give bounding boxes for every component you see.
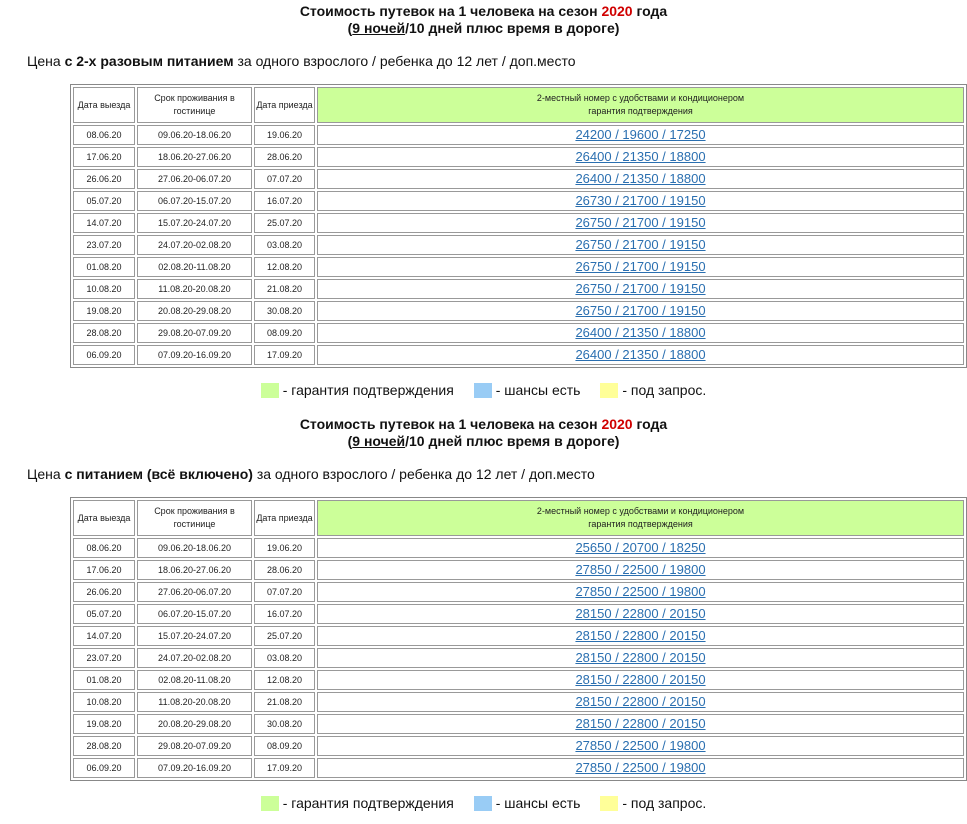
price-link[interactable]: 28150 / 22800 / 20150 xyxy=(575,672,706,687)
table-row xyxy=(73,736,964,756)
stay-period: 24.07.20-02.08.20 xyxy=(137,648,252,668)
price-link[interactable]: 26400 / 21350 / 18800 xyxy=(575,347,706,362)
green-swatch xyxy=(261,796,279,811)
stay-period: 15.07.20-24.07.20 xyxy=(137,213,252,233)
stay-period: 29.08.20-07.09.20 xyxy=(137,736,252,756)
arrival-date: 03.08.20 xyxy=(254,648,315,668)
price-cell xyxy=(317,538,964,558)
table-header-row xyxy=(73,500,964,536)
stay-period: 02.08.20-11.08.20 xyxy=(137,257,252,277)
departure-date: 06.09.20 xyxy=(73,758,135,778)
season-year: 2020 xyxy=(601,3,633,19)
table-row xyxy=(73,626,964,646)
section2-title xyxy=(0,416,967,450)
table-row xyxy=(73,279,964,299)
stay-period: 07.09.20-16.09.20 xyxy=(137,758,252,778)
departure-date: 14.07.20 xyxy=(73,213,135,233)
departure-date: 05.07.20 xyxy=(73,604,135,624)
departure-date: 10.08.20 xyxy=(73,279,135,299)
arrival-date: 19.06.20 xyxy=(254,538,315,558)
header-departure: Дата выезда xyxy=(73,500,135,536)
legend-1 xyxy=(0,381,967,398)
price-link[interactable]: 26400 / 21350 / 18800 xyxy=(575,171,706,186)
price-cell xyxy=(317,648,964,668)
departure-date: 28.08.20 xyxy=(73,323,135,343)
departure-date: 06.09.20 xyxy=(73,345,135,365)
legend-item-request: - под запрос. xyxy=(600,795,706,811)
departure-date: 10.08.20 xyxy=(73,692,135,712)
table-row xyxy=(73,648,964,668)
price-link[interactable]: 26750 / 21700 / 19150 xyxy=(575,259,706,274)
price-cell xyxy=(317,670,964,690)
arrival-date: 17.09.20 xyxy=(254,345,315,365)
departure-date: 08.06.20 xyxy=(73,538,135,558)
price-link[interactable]: 26400 / 21350 / 18800 xyxy=(575,325,706,340)
price-link[interactable]: 27850 / 22500 / 19800 xyxy=(575,738,706,753)
arrival-date: 03.08.20 xyxy=(254,235,315,255)
table-row xyxy=(73,191,964,211)
blue-swatch xyxy=(474,796,492,811)
price-cell xyxy=(317,213,964,233)
departure-date: 17.06.20 xyxy=(73,147,135,167)
legend-item-request: - под запрос. xyxy=(600,382,706,398)
nights-link[interactable]: 9 ночей xyxy=(352,433,406,449)
section2-title-line1: Стоимость путевок на 1 человека на сезон 2020 года xyxy=(299,416,668,432)
header-stay: Срок проживания в гостинице xyxy=(137,500,252,536)
table-row xyxy=(73,169,964,189)
arrival-date: 19.06.20 xyxy=(254,125,315,145)
price-cell xyxy=(317,345,964,365)
price-link[interactable]: 28150 / 22800 / 20150 xyxy=(575,628,706,643)
departure-date: 28.08.20 xyxy=(73,736,135,756)
arrival-date: 16.07.20 xyxy=(254,191,315,211)
price-cell xyxy=(317,257,964,277)
table-row xyxy=(73,538,964,558)
price-table-1 xyxy=(70,84,967,368)
price-link[interactable]: 26750 / 21700 / 19150 xyxy=(575,237,706,252)
section2-caption: Цена с питанием (всё включено) за одного взрослого / ребенка до 12 лет / доп.место xyxy=(27,466,595,482)
price-link[interactable]: 26750 / 21700 / 19150 xyxy=(575,303,706,318)
section1-title xyxy=(0,3,967,37)
price-cell xyxy=(317,301,964,321)
stay-period: 07.09.20-16.09.20 xyxy=(137,345,252,365)
departure-date: 19.08.20 xyxy=(73,714,135,734)
stay-period: 27.06.20-06.07.20 xyxy=(137,582,252,602)
green-swatch xyxy=(261,383,279,398)
table-row xyxy=(73,257,964,277)
price-link[interactable]: 26750 / 21700 / 19150 xyxy=(575,281,706,296)
stay-period: 20.08.20-29.08.20 xyxy=(137,714,252,734)
arrival-date: 12.08.20 xyxy=(254,257,315,277)
arrival-date: 21.08.20 xyxy=(254,692,315,712)
table-row xyxy=(73,125,964,145)
departure-date: 14.07.20 xyxy=(73,626,135,646)
price-link[interactable]: 28150 / 22800 / 20150 xyxy=(575,650,706,665)
stay-period: 27.06.20-06.07.20 xyxy=(137,169,252,189)
price-cell xyxy=(317,758,964,778)
table-row xyxy=(73,582,964,602)
arrival-date: 30.08.20 xyxy=(254,301,315,321)
price-link[interactable]: 26730 / 21700 / 19150 xyxy=(575,193,706,208)
price-cell xyxy=(317,125,964,145)
yellow-swatch xyxy=(600,796,618,811)
stay-period: 24.07.20-02.08.20 xyxy=(137,235,252,255)
arrival-date: 21.08.20 xyxy=(254,279,315,299)
departure-date: 26.06.20 xyxy=(73,582,135,602)
price-link[interactable]: 26400 / 21350 / 18800 xyxy=(575,149,706,164)
price-cell xyxy=(317,692,964,712)
table-row xyxy=(73,301,964,321)
departure-date: 08.06.20 xyxy=(73,125,135,145)
table-row xyxy=(73,147,964,167)
section1-caption: Цена с 2-х разовым питанием за одного взрослого / ребенка до 12 лет / доп.место xyxy=(27,53,576,69)
price-link[interactable]: 28150 / 22800 / 20150 xyxy=(575,606,706,621)
arrival-date: 08.09.20 xyxy=(254,323,315,343)
arrival-date: 25.07.20 xyxy=(254,213,315,233)
legend-item-chances: - шансы есть xyxy=(474,795,581,811)
stay-period: 29.08.20-07.09.20 xyxy=(137,323,252,343)
stay-period: 06.07.20-15.07.20 xyxy=(137,191,252,211)
table-row xyxy=(73,323,964,343)
stay-period: 11.08.20-20.08.20 xyxy=(137,279,252,299)
legend-2 xyxy=(0,794,967,811)
table-row xyxy=(73,714,964,734)
table-row xyxy=(73,758,964,778)
arrival-date: 08.09.20 xyxy=(254,736,315,756)
price-link[interactable]: 27850 / 22500 / 19800 xyxy=(575,760,706,775)
price-link[interactable]: 26750 / 21700 / 19150 xyxy=(575,215,706,230)
price-cell xyxy=(317,626,964,646)
arrival-date: 07.07.20 xyxy=(254,582,315,602)
stay-period: 11.08.20-20.08.20 xyxy=(137,692,252,712)
table-row xyxy=(73,213,964,233)
departure-date: 23.07.20 xyxy=(73,235,135,255)
price-cell xyxy=(317,582,964,602)
departure-date: 26.06.20 xyxy=(73,169,135,189)
price-cell xyxy=(317,279,964,299)
price-link[interactable]: 27850 / 22500 / 19800 xyxy=(575,584,706,599)
price-cell xyxy=(317,323,964,343)
section2-title-line2: (9 ночей/10 дней плюс время в дороге) xyxy=(347,433,620,449)
price-cell xyxy=(317,714,964,734)
arrival-date: 07.07.20 xyxy=(254,169,315,189)
stay-period: 02.08.20-11.08.20 xyxy=(137,670,252,690)
price-cell xyxy=(317,604,964,624)
price-cell xyxy=(317,560,964,580)
header-departure: Дата выезда xyxy=(73,87,135,123)
header-arrival: Дата приезда xyxy=(254,87,315,123)
price-link[interactable]: 24200 / 19600 / 17250 xyxy=(575,127,706,142)
nights-link[interactable]: 9 ночей xyxy=(352,20,406,36)
table-row xyxy=(73,670,964,690)
table-row xyxy=(73,345,964,365)
departure-date: 01.08.20 xyxy=(73,257,135,277)
header-room-type: 2-местный номер с удобствами и кондиционером гарантия подтверждения xyxy=(317,87,964,123)
departure-date: 19.08.20 xyxy=(73,301,135,321)
table-header-row xyxy=(73,87,964,123)
stay-period: 18.06.20-27.06.20 xyxy=(137,147,252,167)
table-row xyxy=(73,560,964,580)
table-row xyxy=(73,604,964,624)
price-cell xyxy=(317,169,964,189)
price-link[interactable]: 28150 / 22800 / 20150 xyxy=(575,694,706,709)
legend-item-chances: - шансы есть xyxy=(474,382,581,398)
arrival-date: 28.06.20 xyxy=(254,147,315,167)
header-stay: Срок проживания в гостинице xyxy=(137,87,252,123)
arrival-date: 28.06.20 xyxy=(254,560,315,580)
price-cell xyxy=(317,736,964,756)
header-arrival: Дата приезда xyxy=(254,500,315,536)
departure-date: 05.07.20 xyxy=(73,191,135,211)
stay-period: 06.07.20-15.07.20 xyxy=(137,604,252,624)
season-year: 2020 xyxy=(601,416,633,432)
table-row xyxy=(73,692,964,712)
legend-item-guaranteed: - гарантия подтверждения xyxy=(261,795,454,811)
section1-title-line1: Стоимость путевок на 1 человека на сезон 2020 года xyxy=(299,3,668,19)
stay-period: 15.07.20-24.07.20 xyxy=(137,626,252,646)
yellow-swatch xyxy=(600,383,618,398)
departure-date: 01.08.20 xyxy=(73,670,135,690)
price-link[interactable]: 28150 / 22800 / 20150 xyxy=(575,716,706,731)
price-cell xyxy=(317,147,964,167)
arrival-date: 25.07.20 xyxy=(254,626,315,646)
stay-period: 20.08.20-29.08.20 xyxy=(137,301,252,321)
departure-date: 17.06.20 xyxy=(73,560,135,580)
price-link[interactable]: 25650 / 20700 / 18250 xyxy=(575,540,706,555)
arrival-date: 12.08.20 xyxy=(254,670,315,690)
price-cell xyxy=(317,235,964,255)
blue-swatch xyxy=(474,383,492,398)
arrival-date: 16.07.20 xyxy=(254,604,315,624)
arrival-date: 30.08.20 xyxy=(254,714,315,734)
section1-title-line2: (9 ночей/10 дней плюс время в дороге) xyxy=(347,20,620,36)
header-room-type: 2-местный номер с удобствами и кондиционером гарантия подтверждения xyxy=(317,500,964,536)
price-cell xyxy=(317,191,964,211)
stay-period: 09.06.20-18.06.20 xyxy=(137,538,252,558)
stay-period: 09.06.20-18.06.20 xyxy=(137,125,252,145)
departure-date: 23.07.20 xyxy=(73,648,135,668)
legend-item-guaranteed: - гарантия подтверждения xyxy=(261,382,454,398)
price-link[interactable]: 27850 / 22500 / 19800 xyxy=(575,562,706,577)
table-row xyxy=(73,235,964,255)
stay-period: 18.06.20-27.06.20 xyxy=(137,560,252,580)
arrival-date: 17.09.20 xyxy=(254,758,315,778)
price-table-2 xyxy=(70,497,967,781)
